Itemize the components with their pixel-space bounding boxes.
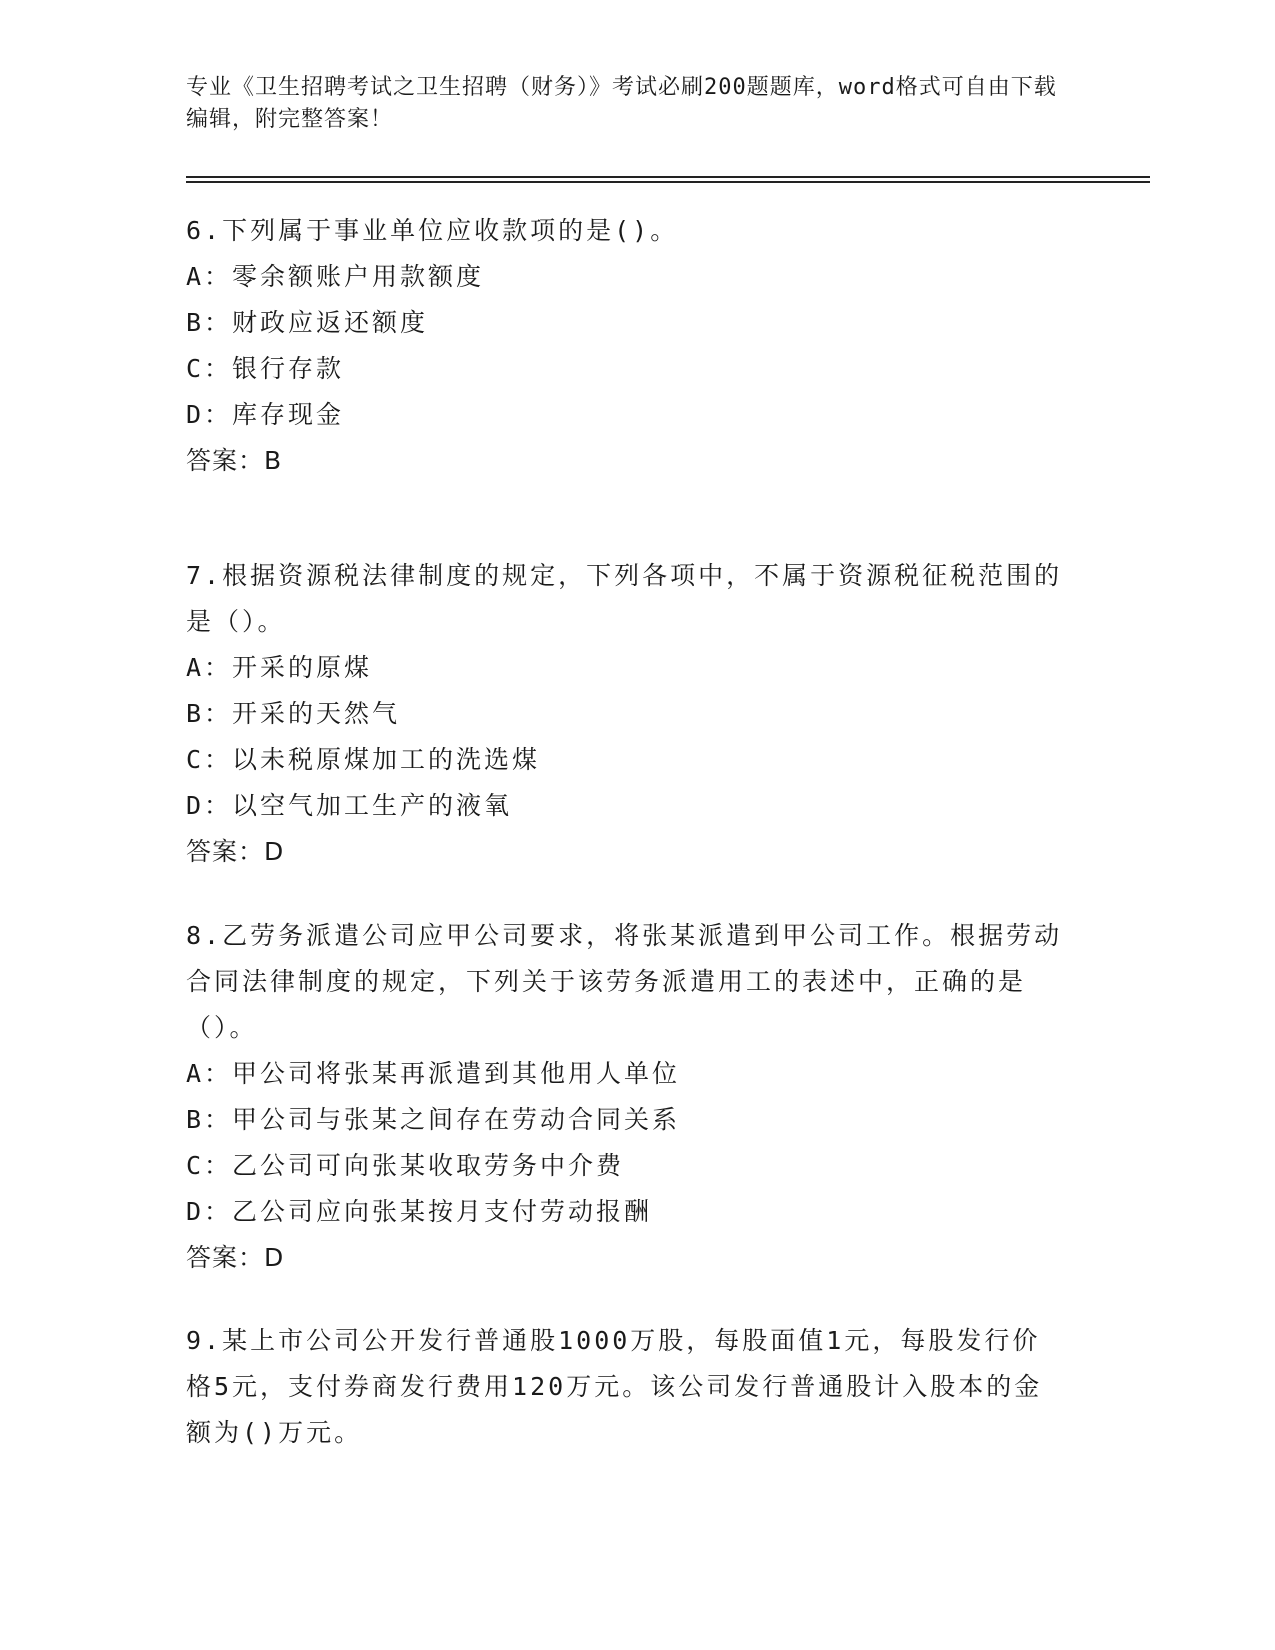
option-d: D：乙公司应向张某按月支付劳动报酬 <box>186 1197 653 1226</box>
option-a: A：零余额账户用款额度 <box>186 262 485 291</box>
question-9 <box>186 1318 1066 1456</box>
question-8 <box>186 913 1066 1281</box>
option-b: B：财政应返还额度 <box>186 308 429 337</box>
option-c: C：银行存款 <box>186 354 345 383</box>
option-c: C：乙公司可向张某收取劳务中介费 <box>186 1151 625 1180</box>
option-b: B：开采的天然气 <box>186 699 401 728</box>
question-stem: 6.下列属于事业单位应收款项的是()。 <box>186 216 679 245</box>
option-c: C：以未税原煤加工的洗选煤 <box>186 745 541 774</box>
answer: 答案：B <box>186 446 283 475</box>
option-d: D：库存现金 <box>186 400 345 429</box>
option-d: D：以空气加工生产的液氧 <box>186 791 513 820</box>
answer: 答案：D <box>186 837 285 866</box>
header-divider <box>186 181 1150 183</box>
option-b: B：甲公司与张某之间存在劳动合同关系 <box>186 1105 681 1134</box>
question-6 <box>186 208 1066 484</box>
answer: 答案：D <box>186 1243 285 1272</box>
question-stem: 8.乙劳务派遣公司应甲公司要求，将张某派遣到甲公司工作。根据劳动合同法律制度的规定，下列关于该劳务派遣用工的表述中，正确的是（）。 <box>186 921 1063 1042</box>
header-divider <box>186 176 1150 178</box>
question-stem: 7.根据资源税法律制度的规定，下列各项中，不属于资源税征税范围的是（）。 <box>186 561 1063 636</box>
question-7 <box>186 553 1066 875</box>
option-a: A：甲公司将张某再派遣到其他用人单位 <box>186 1059 681 1088</box>
question-stem: 9.某上市公司公开发行普通股1000万股，每股面值1元，每股发行价格5元，支付券商发行费用120万元。该公司发行普通股计入股本的金额为()万元。 <box>186 1326 1043 1447</box>
option-a: A：开采的原煤 <box>186 653 373 682</box>
document-header: 专业《卫生招聘考试之卫生招聘（财务）》考试必刷200题题库，word格式可自由下载编辑，附完整答案！ <box>186 75 1057 132</box>
